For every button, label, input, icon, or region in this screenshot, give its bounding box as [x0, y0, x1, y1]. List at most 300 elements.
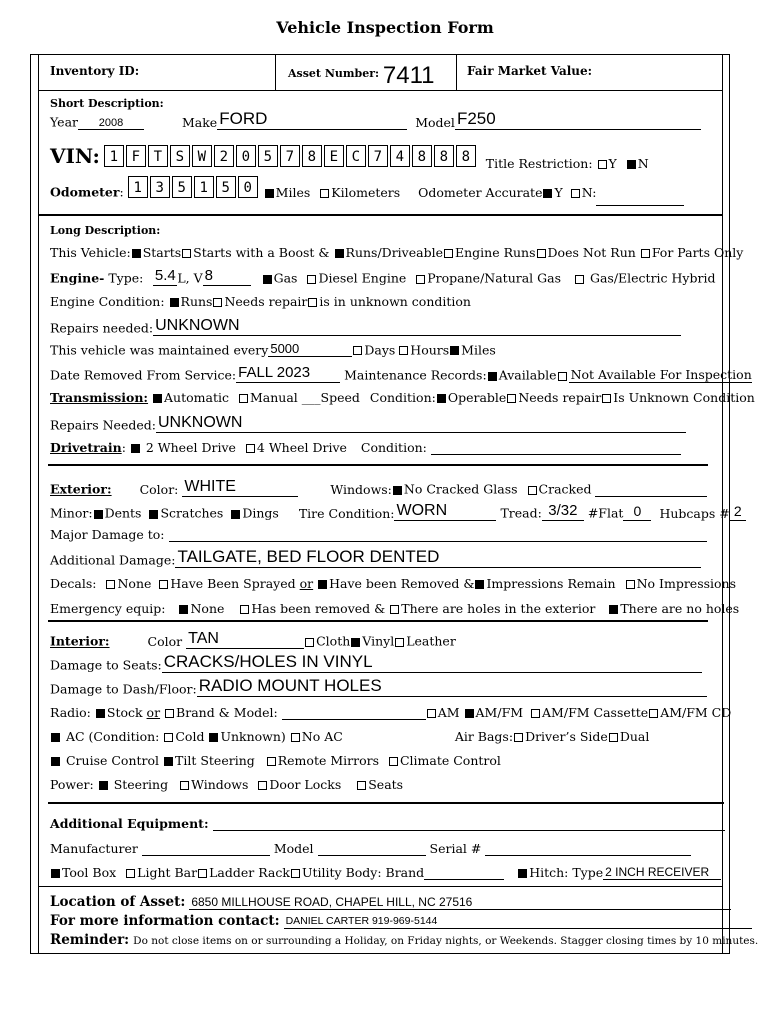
am-checkbox[interactable] — [427, 709, 436, 718]
records-not-available-label: Not Available For Inspection — [570, 366, 752, 382]
engine-type-label: Type: — [108, 270, 144, 286]
odometer-accurate-no-field[interactable] — [596, 191, 684, 206]
records-available-checkbox[interactable] — [488, 372, 497, 381]
vin-char-box[interactable]: 8 — [456, 145, 476, 167]
drivers-side-label: Driver’s Side — [525, 729, 608, 744]
hitch-label: Hitch: Type — [529, 865, 604, 880]
em-none-checkbox[interactable] — [179, 605, 188, 614]
no-impressions-checkbox[interactable] — [626, 580, 635, 589]
decals-or-label: or — [299, 576, 314, 591]
mirrors-label: Remote Mirrors — [277, 753, 379, 768]
odometer-digit-box[interactable]: 1 — [194, 176, 214, 198]
trans-repairs-row — [50, 414, 686, 433]
decals-removed-checkbox[interactable] — [318, 580, 327, 589]
dents-label: Dents — [104, 505, 142, 521]
amfm-cassette-checkbox[interactable] — [531, 709, 540, 718]
climate-checkbox[interactable] — [389, 757, 398, 766]
tread-label: Tread: — [500, 505, 542, 521]
location-label: Location of Asset: — [50, 894, 186, 910]
vin-char-box[interactable]: 2 — [214, 145, 234, 167]
power-seats-checkbox[interactable] — [357, 781, 366, 790]
manufacturer-label: Manufacturer — [50, 841, 138, 856]
vin-char-box[interactable]: 4 — [390, 145, 410, 167]
speed-field[interactable]: ___Speed — [301, 390, 360, 405]
transmission-row — [50, 390, 755, 405]
no-ac-label: No AC — [301, 729, 343, 744]
hybrid-label: Gas/Electric Hybrid — [589, 270, 716, 286]
trans-repairs-label: Repairs Needed: — [50, 417, 156, 433]
scratches-checkbox[interactable] — [149, 510, 158, 519]
interior-color-label: Color — [147, 633, 183, 649]
hubcaps-label: Hubcaps # — [659, 505, 730, 521]
days-label: Days — [364, 342, 396, 358]
vin-char-box[interactable]: 5 — [258, 145, 278, 167]
additional-damage-row — [50, 548, 701, 568]
this-vehicle-label: This Vehicle: — [50, 245, 131, 260]
drivetrain-row: Drivetrain: 2 Wheel Drive 4 Wheel Drive Condition: — [50, 440, 681, 455]
lightbar-label: Light Bar — [137, 865, 198, 880]
runs-driveable-checkbox[interactable] — [335, 249, 344, 258]
vin-char-box[interactable]: F — [126, 145, 146, 167]
make-field[interactable]: FORD — [217, 110, 407, 130]
odometer-label: Odometer — [50, 184, 120, 200]
amfm-cd-checkbox[interactable] — [649, 709, 658, 718]
radio-brand-checkbox[interactable] — [165, 709, 174, 718]
ac-label: AC (Condition: — [65, 729, 160, 744]
header-divider-2 — [456, 54, 457, 90]
transmission-condition-label: Condition: — [369, 390, 436, 405]
drivers-side-checkbox[interactable] — [514, 733, 523, 742]
records-not-available-checkbox[interactable] — [558, 372, 567, 381]
interior-label: Interior: — [50, 633, 110, 649]
decals-sprayed-checkbox[interactable] — [159, 580, 168, 589]
dents-checkbox[interactable] — [94, 510, 103, 519]
engine-type-row — [50, 268, 715, 286]
additional-equipment-field[interactable] — [213, 816, 725, 831]
maintenance-row — [50, 342, 496, 357]
miles-checkbox[interactable] — [265, 189, 274, 198]
repairs-needed-row — [50, 317, 681, 336]
cloth-checkbox[interactable] — [305, 638, 314, 647]
trans-needs-repair-checkbox[interactable] — [507, 394, 516, 403]
asset-number-label: Asset Number: — [288, 67, 380, 80]
additional-damage-label: Additional Damage: — [50, 552, 176, 568]
hybrid-checkbox[interactable] — [575, 275, 584, 284]
header-divider-1 — [275, 54, 276, 90]
no-impressions-label: No Impressions — [636, 576, 737, 591]
automatic-label: Automatic — [164, 390, 229, 405]
amfm-checkbox[interactable] — [465, 709, 474, 718]
removed-date-field[interactable]: FALL 2023 — [236, 365, 340, 383]
trans-unknown-checkbox[interactable] — [602, 394, 611, 403]
radio-stock-checkbox[interactable] — [96, 709, 105, 718]
starts-boost-label: Starts with a Boost & — [193, 245, 330, 260]
reminder-row — [50, 932, 758, 948]
impressions-remain-checkbox[interactable] — [475, 580, 484, 589]
utility-checkbox[interactable] — [291, 869, 300, 878]
odometer-row: Odometer: 1 3 5 1 5 0 Miles Kilometers Odometer Accurate Y N: — [50, 176, 684, 200]
no-cracked-glass-label: No Cracked Glass — [403, 481, 518, 497]
dual-label: Dual — [619, 729, 650, 744]
hitch-type-field[interactable]: 2 INCH RECEIVER — [603, 866, 721, 880]
header-bottom-line — [38, 90, 722, 91]
engine-unknown-label: is in unknown condition — [319, 294, 471, 309]
gas-checkbox[interactable] — [263, 275, 272, 284]
hours-label: Hours — [410, 342, 450, 358]
tilt-label: Tilt Steering — [175, 753, 255, 768]
airbags-label: Air Bags: — [454, 729, 514, 744]
decals-label: Decals: — [50, 576, 97, 591]
manual-label: Manual — [249, 390, 298, 405]
additional-equipment-label: Additional Equipment: — [50, 816, 209, 831]
odometer-digit-box[interactable]: 1 — [128, 176, 148, 198]
odometer-digit-box[interactable]: 0 — [238, 176, 258, 198]
kilometers-label: Kilometers — [331, 184, 401, 200]
kilometers-checkbox[interactable] — [320, 189, 329, 198]
trans-needs-repair-label: Needs repair — [518, 390, 602, 405]
maintained-interval-field[interactable]: 5000 — [268, 342, 352, 357]
cracked-label: Cracked — [538, 481, 592, 497]
ladder-label: Ladder Rack — [209, 865, 290, 880]
tire-condition-label: Tire Condition: — [298, 505, 395, 521]
tread-field[interactable]: 3/32 — [542, 503, 584, 521]
cracked-checkbox[interactable] — [528, 486, 537, 495]
radio-brand-label: Brand & Model: — [176, 705, 278, 720]
amfm-cd-label: AM/FM CD — [660, 705, 732, 720]
engine-runs-condition-label: Runs — [180, 294, 213, 309]
additional-equipment-row — [50, 816, 725, 831]
vin-char-box[interactable]: S — [170, 145, 190, 167]
cruise-checkbox[interactable] — [51, 757, 60, 766]
runs-driveable-label: Runs/Driveable — [345, 245, 443, 260]
equip-model-label: Model — [273, 841, 314, 856]
odometer-digit-box[interactable]: 5 — [172, 176, 192, 198]
tire-condition-field[interactable]: WORN — [394, 502, 496, 521]
records-available-label: Available — [498, 367, 557, 383]
header-top-line — [38, 54, 722, 55]
repairs-needed-field[interactable]: UNKNOWN — [153, 317, 681, 336]
flat-label: #Flat — [587, 505, 624, 521]
form-title: Vehicle Inspection Form — [276, 18, 494, 37]
model-field[interactable]: F250 — [455, 110, 701, 130]
engine-runs-condition-checkbox[interactable] — [170, 298, 179, 307]
parts-only-label: For Parts Only — [651, 245, 744, 260]
hours-checkbox[interactable] — [399, 346, 408, 355]
short-description-label: Short Description: — [50, 97, 164, 110]
miles-label: Miles — [275, 184, 311, 200]
model-label: Model — [415, 114, 455, 130]
inventory-id-label: Inventory ID: — [50, 64, 140, 78]
power-locks-checkbox[interactable] — [258, 781, 267, 790]
vin-row — [50, 144, 649, 171]
radio-label: Radio: — [50, 705, 91, 720]
transmission-label: Transmission: — [50, 390, 149, 405]
leather-checkbox[interactable] — [395, 638, 404, 647]
records-label: Maintenance Records: — [344, 367, 487, 383]
ac-row — [50, 729, 649, 744]
engine-runs-checkbox[interactable] — [444, 249, 453, 258]
cloth-label: Cloth — [316, 633, 351, 649]
decals-removed-label: Have been Removed & — [329, 576, 475, 591]
options-row — [50, 753, 501, 768]
exterior-color-field[interactable]: WHITE — [182, 478, 298, 497]
year-label: Year — [50, 114, 78, 130]
title-restriction-yes-checkbox[interactable] — [598, 160, 607, 169]
vin-boxes — [104, 148, 478, 163]
radio-brand-field[interactable] — [282, 705, 426, 720]
exterior-color-label: Color: — [139, 481, 179, 497]
minor-label: Minor: — [50, 505, 93, 521]
decals-row — [50, 576, 736, 591]
repairs-needed-label: Repairs needed: — [50, 320, 154, 336]
diesel-label: Diesel Engine — [318, 270, 407, 286]
section-divider-exterior — [48, 464, 708, 466]
holes-label: There are holes in the exterior — [401, 601, 596, 616]
no-holes-label: There are no holes — [620, 601, 740, 616]
contact-label: For more information contact: — [50, 913, 280, 929]
amfm-cassette-label: AM/FM Cassette — [542, 705, 649, 720]
power-row — [50, 777, 403, 792]
trans-repairs-field[interactable]: UNKNOWN — [156, 414, 686, 433]
power-windows-label: Windows — [191, 777, 249, 792]
radio-stock-label: Stock — [106, 705, 143, 720]
starts-label: Starts — [142, 245, 182, 260]
odometer-digit-box[interactable]: 3 — [150, 176, 170, 198]
major-damage-field[interactable] — [169, 527, 707, 542]
radio-row — [50, 705, 731, 720]
operable-checkbox[interactable] — [437, 394, 446, 403]
decals-none-checkbox[interactable] — [106, 580, 115, 589]
ac-unknown-label: Unknown) — [220, 729, 286, 744]
starts-boost-checkbox[interactable] — [182, 249, 191, 258]
vin-char-box[interactable]: C — [346, 145, 366, 167]
power-seats-label: Seats — [368, 777, 404, 792]
location-field[interactable]: 6850 MILLHOUSE ROAD, CHAPEL HILL, NC 27516 — [189, 896, 731, 910]
exterior-row — [50, 478, 707, 497]
l-v-label: L, V — [177, 270, 203, 286]
odometer-accurate-no-label: N: — [581, 184, 597, 200]
drivetrain-condition-label: Condition: — [360, 440, 427, 455]
title-restriction-no-checkbox[interactable] — [627, 160, 636, 169]
no-holes-checkbox[interactable] — [609, 605, 618, 614]
vin-char-box[interactable]: E — [324, 145, 344, 167]
engine-needs-repair-checkbox[interactable] — [213, 298, 222, 307]
propane-label: Propane/Natural Gas — [427, 270, 561, 286]
section-divider-interior — [48, 620, 708, 622]
drivetrain-condition-field[interactable] — [431, 440, 681, 455]
hitch-checkbox[interactable] — [518, 869, 527, 878]
ac-cold-checkbox[interactable] — [164, 733, 173, 742]
damage-dash-row — [50, 677, 707, 697]
vin-char-box[interactable]: 0 — [236, 145, 256, 167]
contact-row — [50, 913, 752, 929]
does-not-run-checkbox[interactable] — [537, 249, 546, 258]
engine-liters-field[interactable]: 5.4 — [154, 267, 176, 284]
engine-condition-row — [50, 294, 471, 309]
automatic-checkbox[interactable] — [153, 394, 162, 403]
reminder-label: Reminder: — [50, 932, 130, 948]
four-wheel-drive-checkbox[interactable] — [246, 444, 255, 453]
no-cracked-glass-checkbox[interactable] — [393, 486, 402, 495]
equip-model-field[interactable] — [318, 841, 426, 856]
left-inner-border — [38, 54, 39, 954]
engine-label: Engine- — [50, 270, 105, 286]
manufacturer-field[interactable] — [142, 841, 270, 856]
cracked-field[interactable] — [595, 482, 707, 497]
operable-label: Operable — [447, 390, 507, 405]
vin-char-box[interactable]: 8 — [412, 145, 432, 167]
vin-char-box[interactable]: W — [192, 145, 212, 167]
damage-dash-label: Damage to Dash/Floor: — [50, 681, 197, 697]
odometer-accurate-label: Odometer Accurate — [418, 184, 543, 200]
flat-field[interactable]: 0 — [623, 504, 651, 520]
engine-cylinders-field[interactable]: 8 — [203, 268, 251, 286]
toolbox-label: Tool Box — [62, 865, 117, 880]
maint-miles-checkbox[interactable] — [450, 346, 459, 355]
power-label: Power: — [50, 777, 94, 792]
holes-checkbox[interactable] — [390, 605, 399, 614]
parts-only-checkbox[interactable] — [641, 249, 650, 258]
odometer-accurate-yes-checkbox[interactable] — [543, 189, 552, 198]
emergency-equip-label: Emergency equip: — [50, 601, 166, 616]
no-ac-checkbox[interactable] — [291, 733, 300, 742]
em-none-label: None — [190, 601, 225, 616]
amfm-label: AM/FM — [475, 705, 524, 720]
serial-field[interactable] — [485, 841, 691, 856]
title-restriction-no-label: N — [637, 155, 649, 171]
asset-number — [288, 62, 435, 90]
utility-label: Utility Body: Brand — [301, 865, 425, 880]
exterior-label: Exterior: — [50, 481, 112, 497]
does-not-run-label: Does Not Run — [547, 245, 636, 260]
ladder-checkbox[interactable] — [198, 869, 207, 878]
title-restriction-label: Title Restriction: — [485, 155, 593, 171]
cruise-label: Cruise Control — [65, 753, 160, 768]
odometer-accurate-no-checkbox[interactable] — [571, 189, 580, 198]
location-row — [50, 894, 731, 910]
dings-checkbox[interactable] — [231, 510, 240, 519]
vin-char-box[interactable]: 7 — [368, 145, 388, 167]
engine-needs-repair-label: Needs repair — [224, 294, 308, 309]
vinyl-label: Vinyl — [362, 633, 395, 649]
engine-runs-label: Engine Runs — [454, 245, 536, 260]
em-removed-label: Has been removed & — [251, 601, 386, 616]
em-removed-checkbox[interactable] — [240, 605, 249, 614]
maint-miles-label: Miles — [461, 342, 496, 358]
gas-label: Gas — [273, 270, 298, 286]
title-restriction-yes-label: Y — [608, 155, 617, 171]
manual-checkbox[interactable] — [239, 394, 248, 403]
damage-seats-row — [50, 653, 702, 673]
radio-or-label: or — [146, 705, 161, 720]
contact-field[interactable]: DANIEL CARTER 919-969-5144 — [284, 916, 752, 929]
engine-unknown-checkbox[interactable] — [308, 298, 317, 307]
power-steering-checkbox[interactable] — [99, 781, 108, 790]
trans-unknown-label: Is Unknown Condition — [613, 390, 755, 405]
damage-dash-field[interactable]: RADIO MOUNT HOLES — [197, 677, 707, 697]
drivetrain-label: Drivetrain — [50, 440, 122, 455]
odometer-accurate-yes-label: Y — [554, 184, 563, 200]
decals-sprayed-label: Have Been Sprayed — [170, 576, 296, 591]
interior-row — [50, 630, 456, 649]
damage-seats-label: Damage to Seats: — [50, 657, 162, 673]
impressions-remain-label: Impressions Remain — [486, 576, 616, 591]
manufacturer-row — [50, 841, 691, 856]
vin-label: VIN: — [50, 144, 100, 168]
maintained-label: This vehicle was maintained every — [50, 342, 269, 358]
dual-checkbox[interactable] — [609, 733, 618, 742]
odometer-digit-box[interactable]: 5 — [216, 176, 236, 198]
vin-char-box[interactable]: T — [148, 145, 168, 167]
ac-unknown-checkbox[interactable] — [209, 733, 218, 742]
power-windows-checkbox[interactable] — [180, 781, 189, 790]
removed-label: Date Removed From Service: — [50, 367, 237, 383]
toolbox-checkbox[interactable] — [51, 869, 60, 878]
climate-label: Climate Control — [399, 753, 501, 768]
this-vehicle-row — [50, 245, 743, 260]
vin-char-box[interactable]: 1 — [104, 145, 124, 167]
section-divider-equipment — [48, 802, 724, 804]
starts-checkbox[interactable] — [132, 249, 141, 258]
lightbar-checkbox[interactable] — [126, 869, 135, 878]
interior-color-field[interactable]: TAN — [186, 630, 304, 649]
mirrors-checkbox[interactable] — [267, 757, 276, 766]
year-field[interactable]: 2008 — [78, 117, 144, 130]
section-divider-long — [38, 214, 722, 216]
emergency-equip-row — [50, 601, 739, 616]
make-label: Make — [181, 114, 218, 130]
power-steering-label: Steering — [113, 777, 169, 792]
power-locks-label: Door Locks — [269, 777, 342, 792]
scratches-label: Scratches — [160, 505, 224, 521]
asset-number-value[interactable]: 7411 — [382, 62, 435, 89]
ac-checkbox[interactable] — [51, 733, 60, 742]
tilt-checkbox[interactable] — [164, 757, 173, 766]
diesel-checkbox[interactable] — [307, 275, 316, 284]
odometer-boxes — [128, 179, 260, 194]
minor-damage-row — [50, 502, 746, 521]
am-label: AM — [437, 705, 460, 720]
leather-label: Leather — [406, 633, 456, 649]
fair-market-value-label: Fair Market Value: — [467, 64, 593, 78]
major-damage-row — [50, 527, 707, 542]
vin-char-box[interactable]: 8 — [302, 145, 322, 167]
major-damage-label: Major Damage to: — [50, 527, 165, 542]
days-checkbox[interactable] — [353, 346, 362, 355]
additional-damage-field[interactable]: TAILGATE, BED FLOOR DENTED — [175, 548, 701, 568]
damage-seats-field[interactable]: CRACKS/HOLES IN VINYL — [162, 653, 702, 673]
long-description-label: Long Description: — [50, 224, 161, 237]
equipment-options-row — [50, 865, 721, 880]
two-wheel-drive-label: 2 Wheel Drive — [145, 440, 236, 455]
vinyl-checkbox[interactable] — [351, 638, 360, 647]
serial-label: Serial # — [429, 841, 482, 856]
decals-none-label: None — [117, 576, 152, 591]
two-wheel-drive-checkbox[interactable] — [131, 444, 140, 453]
four-wheel-drive-label: 4 Wheel Drive — [256, 440, 347, 455]
ac-cold-label: Cold — [175, 729, 205, 744]
hubcaps-field[interactable]: 2 — [730, 504, 746, 520]
dings-label: Dings — [242, 505, 279, 521]
reminder-text: Do not close items on or surrounding a Holiday, on Friday nights, or Weekends. Stagger closing times by 10 minutes. — [133, 935, 759, 947]
utility-brand-field[interactable] — [424, 865, 504, 880]
year-make-model-row — [50, 110, 701, 130]
vin-char-box[interactable]: 7 — [280, 145, 300, 167]
section-divider-footer — [38, 886, 722, 887]
vin-char-box[interactable]: 8 — [434, 145, 454, 167]
propane-checkbox[interactable] — [416, 275, 425, 284]
engine-condition-label: Engine Condition: — [50, 294, 165, 309]
